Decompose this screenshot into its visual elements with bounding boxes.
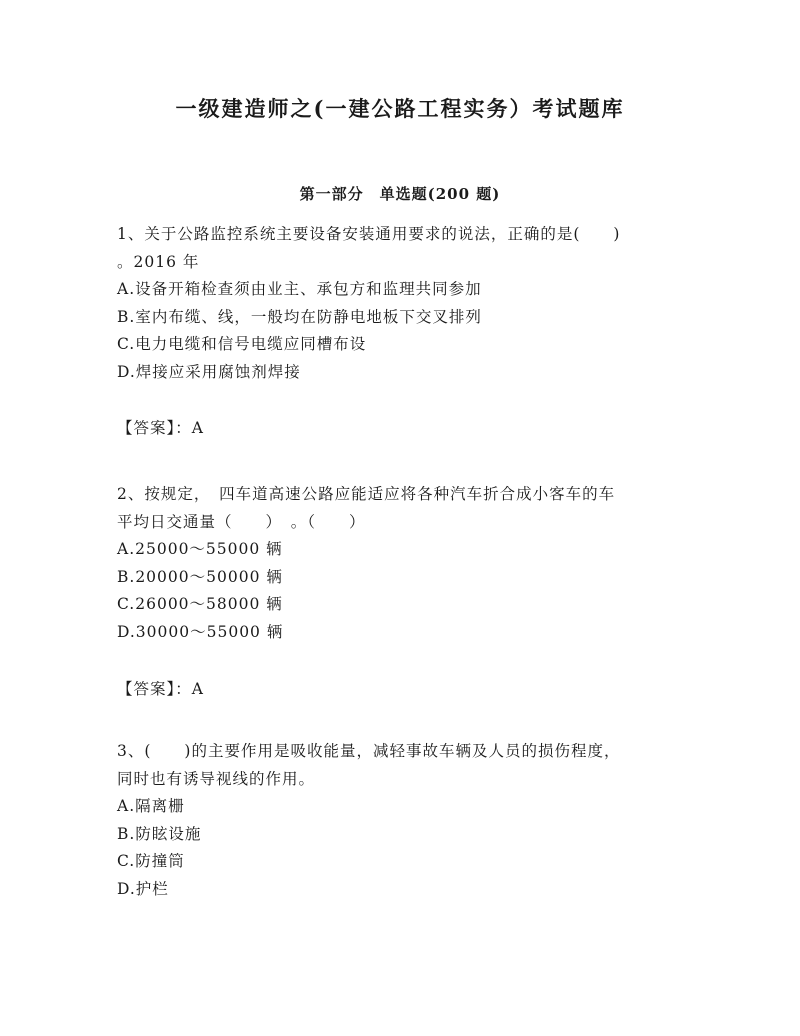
question-stem-line: 2、按规定， 四车道高速公路应能适应将各种汽车折合成小客车的车 [117, 485, 616, 503]
option-b: B.防眩设施 [117, 824, 202, 843]
section-heading: 第一部分 单选题(200 题) [299, 185, 501, 203]
option-a: A.25000～55000 辆 [117, 540, 283, 558]
option-c: C.26000～58000 辆 [117, 595, 283, 613]
option-a: A.设备开箱检查须由业主、承包方和监理共同参加 [117, 280, 482, 298]
question-2 [117, 481, 687, 646]
question-stem-line: 平均日交通量（ ） 。（ ） [117, 512, 366, 531]
document-title: 一级建造师之(一建公路工程实务）考试题库 [175, 96, 625, 121]
option-c: C.电力电缆和信号电缆应同槽布设 [117, 335, 367, 353]
option-b: B.室内布缆、线，一般均在防静电地板下交叉排列 [117, 307, 482, 326]
question-stem-line: 3、( )的主要作用是吸收能量，减轻事故车辆及人员的损伤程度， [117, 742, 621, 760]
option-a: A.隔离栅 [117, 797, 185, 815]
option-c: C.防撞筒 [117, 852, 185, 870]
answer-2: 【答案】：A [117, 680, 204, 698]
question-3 [117, 738, 687, 903]
option-d: D.护栏 [117, 879, 169, 898]
option-d: D.焊接应采用腐蚀剂焊接 [117, 362, 301, 381]
option-b: B.20000～50000 辆 [117, 567, 283, 586]
answer-1: 【答案】：A [117, 419, 204, 437]
question-stem-line: 。2016 年 [117, 252, 200, 271]
question-1 [117, 221, 687, 386]
question-stem-line: 1、关于公路监控系统主要设备安装通用要求的说法，正确的是( ) [117, 225, 621, 243]
option-d: D.30000～55000 辆 [117, 622, 284, 641]
question-stem-line: 同时也有诱导视线的作用。 [117, 769, 316, 788]
